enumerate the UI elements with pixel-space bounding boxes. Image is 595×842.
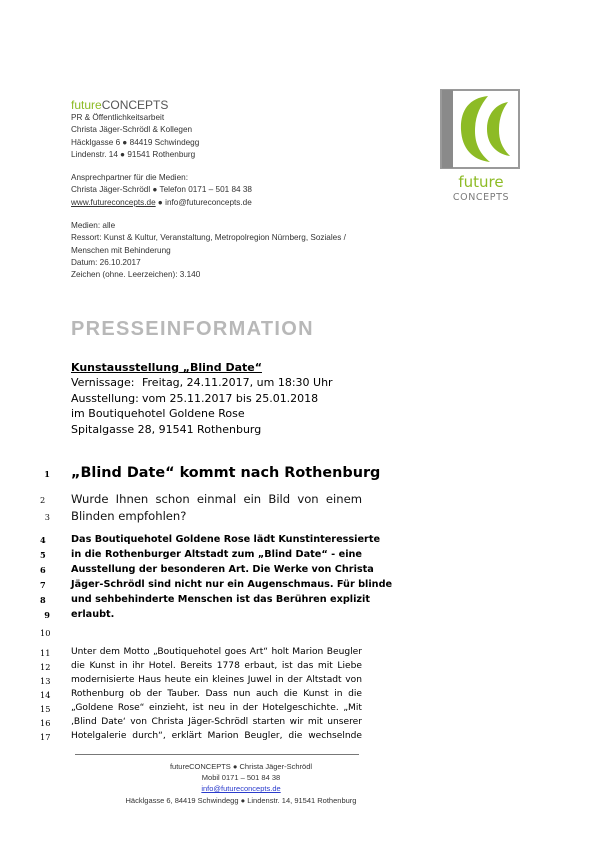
subtitle-text: Wurde Ihnen schon einmal ein Bild von einem bbox=[71, 492, 362, 506]
line-number: 9 bbox=[44, 610, 50, 620]
brand-suffix: CONCEPTS bbox=[101, 98, 169, 112]
footer-company: futureCONCEPTS ● Christa Jäger-Schrödl bbox=[169, 762, 313, 771]
separator: ● bbox=[155, 197, 166, 207]
venue: im Boutiquehotel Goldene Rose bbox=[71, 407, 245, 421]
line-number: 5 bbox=[40, 550, 46, 560]
line-number: 16 bbox=[40, 718, 51, 728]
footer-email-link[interactable]: info@futureconcepts.de bbox=[201, 784, 281, 794]
vernissage-row bbox=[71, 375, 333, 390]
body-line bbox=[40, 647, 362, 658]
body-text: modernisierte Haus heute ein kleines Juwel in der Altstadt von bbox=[71, 675, 362, 685]
line-number: 8 bbox=[40, 595, 46, 605]
line-number: 14 bbox=[40, 690, 51, 700]
line-number: 2 bbox=[40, 495, 46, 505]
body-line bbox=[40, 717, 362, 728]
line-number: 17 bbox=[40, 732, 51, 742]
future-concepts-logo bbox=[440, 88, 522, 206]
website-link[interactable]: www.futureconcepts.de bbox=[71, 197, 156, 207]
lead-text: in die Rothenburger Altstadt zum „Blind Date“ - eine bbox=[71, 549, 362, 560]
ausstellung-label: Ausstellung: bbox=[71, 391, 139, 405]
event-title: Kunstausstellung „Blind Date“ bbox=[71, 361, 262, 374]
article-headline bbox=[44, 465, 381, 481]
body-text: „Goldene Rose“ einzieht, ist neu in der Hotelgeschichte. „Mit bbox=[71, 703, 362, 713]
body-line bbox=[40, 661, 362, 672]
meta-line: Medien: alle bbox=[71, 221, 116, 231]
vernissage-label: Vernissage: bbox=[71, 376, 135, 390]
ausstellung-row bbox=[71, 391, 333, 406]
footer-address: Häcklgasse 6, 84419 Schwindegg ● Lindenstr. 14, 91541 Rothenburg bbox=[125, 795, 357, 805]
body-text: ‚Blind Date‘ von Christa Jäger-Schrödl starten wir mit unserer bbox=[71, 717, 362, 727]
line-number: 3 bbox=[44, 512, 50, 522]
article-subtitle bbox=[40, 492, 362, 506]
body-text: Unter dem Motto „Boutiquehotel goes Art“ holt Marion Beugler bbox=[71, 647, 362, 657]
subtitle-text: Blinden empfohlen? bbox=[71, 509, 187, 523]
meta-line: Ressort: Kunst & Kultur, Veranstaltung, Metropolregion Nürnberg, Soziales / bbox=[71, 233, 346, 243]
headline-text: „Blind Date“ kommt nach Rothenburg bbox=[71, 465, 381, 481]
meta-line: Datum: 26.10.2017 bbox=[71, 257, 141, 267]
line-number: 6 bbox=[40, 565, 46, 575]
meta-line: Menschen mit Behinderung bbox=[71, 245, 171, 255]
address-line: Christa Jäger-Schrödl & Kollegen bbox=[71, 125, 193, 135]
contact-line: Christa Jäger-Schrödl ● Telefon 0171 – 501 84 38 bbox=[71, 185, 252, 195]
lead-line bbox=[40, 564, 374, 575]
meta-line: Zeichen (ohne. Leerzeichen): 3.140 bbox=[71, 270, 201, 280]
body-line bbox=[40, 675, 362, 686]
body-text: die Kunst in ihr Hotel. Bereits 1778 erbaut, ist das mit Liebe bbox=[71, 661, 362, 671]
line-number: 1 bbox=[44, 469, 50, 479]
line-number: 13 bbox=[40, 676, 51, 686]
address-line: Häcklgasse 6 ● 84419 Schwindegg bbox=[71, 137, 200, 147]
body-text: Rothenburg ob der Tauber. Dass nun auch die Kunst in die bbox=[71, 689, 362, 699]
brand-name bbox=[71, 98, 346, 112]
web-line bbox=[71, 197, 346, 209]
address-line: Lindenstr. 14 ● 91541 Rothenburg bbox=[71, 149, 196, 159]
line-number: 4 bbox=[40, 535, 46, 545]
line-number: 12 bbox=[40, 662, 51, 672]
lead-text: Das Boutiquehotel Goldene Rose lädt Kunstinteressierte bbox=[71, 534, 381, 545]
page-title: PRESSEINFORMATION bbox=[71, 318, 314, 340]
line-number: 10 bbox=[40, 628, 51, 638]
event-info bbox=[71, 360, 333, 437]
address-line: PR & Öffentlichkeitsarbeit bbox=[71, 113, 165, 122]
letterhead bbox=[71, 98, 346, 282]
email-text: info@futureconcepts.de bbox=[165, 197, 252, 207]
article-subtitle bbox=[44, 509, 362, 523]
logo-graphic bbox=[440, 88, 522, 206]
logo-word-concepts: CONCEPTS bbox=[452, 192, 510, 203]
venue-address: Spitalgasse 28, 91541 Rothenburg bbox=[71, 422, 262, 436]
lead-text: und sehbehinderte Menschen ist das Berühren explizit bbox=[71, 594, 370, 605]
vernissage-value: Freitag, 24.11.2017, um 18:30 Uhr bbox=[142, 376, 333, 390]
lead-line bbox=[40, 549, 362, 560]
body-line bbox=[40, 689, 362, 700]
footer-phone: Mobil 0171 – 501 84 38 bbox=[201, 773, 281, 783]
body-line bbox=[40, 731, 362, 742]
body-text: Hotelgalerie durch“, erklärt Marion Beugler, die wechselnde bbox=[71, 731, 362, 741]
lead-text: Jäger-Schrödl sind nicht nur ein Augenschmaus. Für blinde bbox=[71, 579, 393, 590]
footer bbox=[71, 761, 411, 806]
lead-text: Ausstellung der besonderen Art. Die Werke von Christa bbox=[71, 564, 374, 575]
lead-line bbox=[40, 579, 393, 590]
lead-line bbox=[40, 594, 370, 605]
logo-word-future: future bbox=[458, 173, 504, 191]
lead-text: erlaubt. bbox=[71, 609, 115, 620]
line-number: 11 bbox=[40, 648, 51, 658]
footer-divider bbox=[75, 754, 359, 755]
lead-line bbox=[44, 609, 362, 620]
brand-prefix: future bbox=[71, 98, 102, 112]
ausstellung-value: vom 25.11.2017 bis 25.01.2018 bbox=[142, 391, 319, 405]
line-number: 7 bbox=[40, 580, 46, 590]
line-number: 15 bbox=[40, 704, 51, 714]
body-line bbox=[40, 703, 362, 714]
lead-line bbox=[40, 534, 381, 545]
contact-label: Ansprechpartner für die Medien: bbox=[71, 173, 188, 183]
